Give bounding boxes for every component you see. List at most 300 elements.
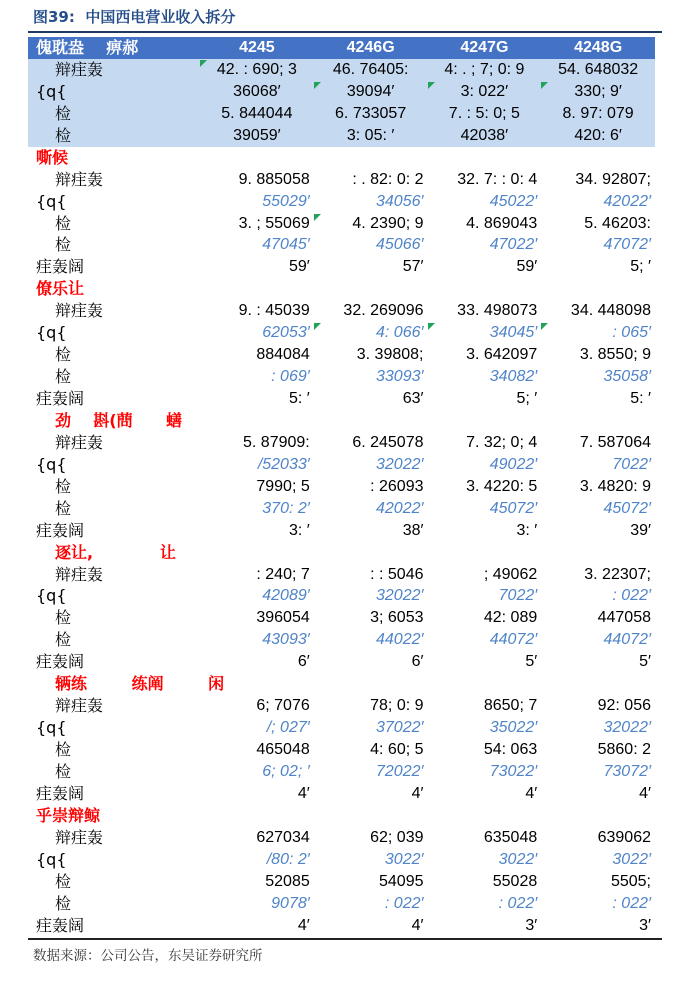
- value-cell: [200, 322, 314, 344]
- row-label: 检: [55, 740, 72, 759]
- row-label: 检: [55, 630, 72, 650]
- table-row: [28, 739, 655, 761]
- value-cell: [541, 695, 655, 717]
- row-label: 检: [55, 871, 72, 891]
- table-row: [28, 520, 655, 542]
- value-cell: [314, 761, 428, 783]
- cell-value: 7. : 5: 0; 5: [448, 104, 520, 122]
- value-cell: [428, 432, 542, 454]
- value-cell: [314, 651, 428, 673]
- table-row: [28, 366, 655, 388]
- table-row: [28, 81, 655, 103]
- value-cell: [314, 213, 428, 235]
- value-cell: [314, 432, 428, 454]
- cell-value: : 022′: [612, 894, 651, 912]
- triangle-marker-icon: [200, 60, 207, 67]
- row-label: 辩疰轰: [55, 169, 104, 189]
- value-cell: [428, 498, 542, 520]
- row-label: 检: [55, 608, 72, 628]
- value-cell: [428, 651, 542, 673]
- cell-value: 33. 498073: [457, 302, 538, 320]
- row-label: {q{: [36, 586, 67, 606]
- cell-value: 4′: [297, 916, 310, 934]
- triangle-marker-icon: [541, 82, 548, 89]
- value-cell: [541, 103, 655, 125]
- row-label: {q{: [36, 323, 67, 343]
- cell-value: 44022′: [376, 631, 424, 649]
- value-cell: [541, 783, 655, 805]
- table-header-row: [28, 37, 655, 59]
- value-cell: [428, 256, 542, 278]
- value-cell: [428, 607, 542, 629]
- triangle-marker-icon: [314, 214, 321, 221]
- value-cell: [541, 915, 655, 937]
- cell-value: 4. 2390; 9: [352, 214, 424, 232]
- cell-value: 635048: [483, 828, 538, 846]
- value-cell: [200, 81, 314, 103]
- value-cell: [541, 849, 655, 871]
- value-cell: [541, 300, 655, 322]
- table-row: [28, 498, 655, 520]
- value-cell: [200, 739, 314, 761]
- cell-value: 7022′: [612, 455, 651, 473]
- cell-value: /52033′: [257, 455, 310, 473]
- value-cell: [200, 585, 314, 607]
- cell-value: 3: 05: ′: [346, 126, 395, 144]
- value-cell: [200, 213, 314, 235]
- cell-value: 4′: [639, 784, 651, 802]
- row-label: 疰轰阔: [36, 389, 85, 408]
- triangle-marker-icon: [541, 323, 548, 330]
- value-cell: [428, 125, 542, 147]
- value-cell: [200, 629, 314, 651]
- row-label: 辩疰轰: [55, 59, 104, 79]
- value-cell: [428, 103, 542, 125]
- cell-value: 6; 7076: [256, 697, 310, 715]
- value-cell: [200, 344, 314, 366]
- cell-value: 34056′: [376, 192, 424, 210]
- cell-value: 45072′: [603, 499, 651, 517]
- value-cell: [428, 761, 542, 783]
- value-cell: [541, 476, 655, 498]
- value-cell: [200, 849, 314, 871]
- cell-value: 32022′: [603, 719, 651, 737]
- row-label: 检: [55, 498, 72, 518]
- value-cell: [314, 81, 428, 103]
- cell-value: 6′: [411, 653, 424, 671]
- value-cell: [200, 783, 314, 805]
- source-note: 数据来源：公司公告，东吴证券研究所: [33, 948, 263, 964]
- value-cell: [541, 827, 655, 849]
- cell-value: 39059′: [233, 126, 281, 144]
- cell-value: 330; 9′: [574, 82, 622, 100]
- cell-value: 5505;: [610, 872, 651, 890]
- value-cell: [200, 103, 314, 125]
- value-cell: [314, 191, 428, 213]
- section-header-row: [28, 542, 655, 564]
- cell-value: : 022′: [612, 587, 651, 605]
- cell-value: 9078′: [271, 894, 310, 912]
- cell-value: 42: 089: [483, 609, 538, 627]
- cell-value: 54095: [379, 872, 424, 890]
- cell-value: 4′: [411, 916, 424, 934]
- cell-value: 3. 8550; 9: [579, 346, 651, 364]
- cell-value: 5. 87909:: [243, 433, 310, 451]
- value-cell: [314, 322, 428, 344]
- value-cell: [200, 300, 314, 322]
- value-cell: [200, 893, 314, 915]
- cell-value: 59′: [516, 258, 538, 276]
- cell-value: 5: ′: [630, 390, 651, 407]
- cell-value: 5. 844044: [221, 104, 293, 122]
- table-row: [28, 388, 655, 410]
- cell-value: /; 027′: [266, 719, 310, 737]
- row-label: {q{: [36, 454, 67, 474]
- cell-value: 5′: [639, 653, 651, 671]
- row-label: 疰轰阔: [36, 520, 85, 540]
- table-row: [28, 607, 655, 629]
- value-cell: [541, 125, 655, 147]
- value-cell: [428, 213, 542, 235]
- value-cell: [428, 454, 542, 476]
- value-cell: [200, 256, 314, 278]
- value-cell: [314, 476, 428, 498]
- cell-value: 4: 066′: [376, 324, 424, 342]
- value-cell: [541, 366, 655, 388]
- value-cell: [314, 520, 428, 542]
- cell-value: 92: 056: [597, 697, 651, 715]
- cell-value: 73072′: [603, 762, 651, 780]
- row-label: 辩疰轰: [55, 301, 104, 321]
- cell-value: 54. 648032: [558, 60, 639, 78]
- cell-value: 7990; 5: [256, 477, 310, 495]
- value-cell: [541, 344, 655, 366]
- table-row: [28, 125, 655, 147]
- value-cell: [200, 871, 314, 893]
- cell-value: 3: ′: [288, 521, 310, 539]
- value-cell: [314, 585, 428, 607]
- cell-value: ; 49062: [483, 565, 538, 583]
- cell-value: 45022′: [489, 192, 538, 210]
- cell-value: 3022′: [384, 850, 424, 868]
- value-cell: [200, 498, 314, 520]
- year-header: 4246G: [346, 39, 395, 56]
- section-title: 嘶候: [36, 147, 69, 167]
- cell-value: 447058: [597, 609, 651, 627]
- table-row: [28, 432, 655, 454]
- table-row: [28, 169, 655, 191]
- cell-value: : . 82: 0: 2: [352, 170, 424, 188]
- table-bottom-rule: [28, 938, 662, 940]
- value-cell: [541, 498, 655, 520]
- cell-value: 45066′: [376, 236, 424, 254]
- value-cell: [200, 651, 314, 673]
- cell-value: 3. 39808;: [356, 346, 424, 364]
- table-row: [28, 300, 655, 322]
- cell-value: 33093′: [376, 368, 424, 386]
- table-row: [28, 476, 655, 498]
- cell-value: 37022′: [376, 719, 424, 737]
- cell-value: 47045′: [262, 236, 310, 254]
- value-cell: [314, 103, 428, 125]
- value-cell: [314, 344, 428, 366]
- cell-value: 44072′: [489, 631, 538, 649]
- row-label: 疰轰阔: [36, 652, 85, 672]
- table-row: [28, 454, 655, 476]
- value-cell: [314, 300, 428, 322]
- cell-value: 73022′: [489, 762, 538, 780]
- table-row: [28, 256, 655, 278]
- value-cell: [314, 59, 428, 81]
- table-row: [28, 629, 655, 651]
- cell-value: 4. 869043: [466, 214, 538, 232]
- cell-value: /80: 2′: [266, 850, 310, 868]
- row-label: 检: [55, 103, 72, 123]
- value-cell: [314, 256, 428, 278]
- value-cell: [541, 739, 655, 761]
- value-cell: [200, 454, 314, 476]
- cell-value: 6. 245078: [352, 433, 424, 451]
- cell-value: 35022′: [489, 719, 538, 737]
- value-cell: [314, 629, 428, 651]
- section-title: 乎崇辩鲸: [36, 805, 101, 825]
- value-cell: [314, 125, 428, 147]
- cell-value: 7. 32; 0; 4: [466, 433, 538, 451]
- cell-value: 6; 02; ′: [262, 762, 310, 780]
- table-row: [28, 213, 655, 235]
- cell-value: 4: 60; 5: [370, 741, 424, 758]
- cell-value: 3: ′: [516, 521, 538, 539]
- cell-value: 5; ′: [516, 390, 538, 407]
- table-row: [28, 827, 655, 849]
- cell-value: 4′: [411, 784, 424, 802]
- value-cell: [428, 739, 542, 761]
- value-cell: [428, 564, 542, 586]
- value-cell: [200, 59, 314, 81]
- row-label: 检: [55, 761, 72, 781]
- cell-value: 32022′: [376, 455, 424, 473]
- table-row: [28, 849, 655, 871]
- cell-value: 72022′: [376, 762, 424, 780]
- cell-value: 465048: [256, 741, 310, 758]
- value-cell: [428, 388, 542, 410]
- cell-value: 3: 022′: [460, 82, 509, 100]
- cell-value: 5860: 2: [597, 741, 651, 758]
- value-cell: [541, 629, 655, 651]
- cell-value: 45072′: [489, 499, 538, 517]
- value-cell: [428, 629, 542, 651]
- cell-value: 55029′: [262, 192, 310, 210]
- cell-value: 3′: [639, 916, 651, 934]
- section-title: 僚乐让: [36, 279, 85, 299]
- value-cell: [200, 761, 314, 783]
- value-cell: [541, 871, 655, 893]
- cell-value: 47022′: [489, 236, 538, 254]
- value-cell: [200, 476, 314, 498]
- row-label: 检: [55, 893, 72, 913]
- section-title: 劲 斟(蔄 蟮: [55, 410, 183, 430]
- section-title: 逐让, 让: [55, 542, 176, 562]
- cell-value: 44072′: [603, 631, 651, 649]
- cell-value: 46. 76405:: [332, 60, 409, 78]
- cell-value: 42022′: [376, 499, 424, 517]
- cell-value: 32022′: [376, 587, 424, 605]
- cell-value: : : 5046: [370, 565, 424, 583]
- cell-value: 54: 063: [483, 741, 538, 758]
- revenue-breakdown-table: [28, 37, 655, 936]
- table-row: [28, 871, 655, 893]
- value-cell: [428, 300, 542, 322]
- row-label: 辩疰轰: [55, 564, 104, 584]
- value-cell: [200, 388, 314, 410]
- value-cell: [428, 366, 542, 388]
- value-cell: [541, 564, 655, 586]
- cell-value: 884084: [256, 346, 310, 364]
- table-row: [28, 234, 655, 256]
- section-header-row: [28, 410, 655, 432]
- cell-value: 59′: [288, 258, 310, 276]
- value-cell: [541, 651, 655, 673]
- value-cell: [541, 388, 655, 410]
- cell-value: 7. 587064: [579, 433, 651, 451]
- table-row: [28, 191, 655, 213]
- header-label: 傀耽盎 痹郝: [36, 38, 139, 57]
- row-label: 检: [55, 235, 72, 255]
- value-cell: [428, 59, 542, 81]
- value-cell: [200, 366, 314, 388]
- table-row: [28, 103, 655, 125]
- value-cell: [428, 191, 542, 213]
- value-cell: [200, 432, 314, 454]
- cell-value: 3′: [525, 916, 538, 934]
- cell-value: 34082′: [489, 368, 538, 386]
- row-label: {q{: [36, 81, 67, 101]
- value-cell: [200, 607, 314, 629]
- table-row: [28, 893, 655, 915]
- value-cell: [314, 695, 428, 717]
- cell-value: 49022′: [489, 455, 538, 473]
- value-cell: [541, 213, 655, 235]
- value-cell: [314, 827, 428, 849]
- cell-value: : 26093: [370, 477, 424, 495]
- table-row: [28, 717, 655, 739]
- row-label: {q{: [36, 718, 67, 738]
- cell-value: 8650; 7: [483, 697, 538, 715]
- cell-value: 627034: [256, 828, 310, 846]
- value-cell: [541, 191, 655, 213]
- value-cell: [541, 234, 655, 256]
- cell-value: 3. ; 55069: [238, 214, 310, 232]
- value-cell: [541, 81, 655, 103]
- cell-value: 62; 039: [370, 828, 424, 846]
- cell-value: 3. 22307;: [584, 565, 651, 583]
- value-cell: [428, 520, 542, 542]
- row-label: 疰轰阔: [36, 783, 85, 803]
- cell-value: 3; 6053: [370, 609, 424, 627]
- value-cell: [200, 915, 314, 937]
- value-cell: [541, 322, 655, 344]
- value-cell: [200, 564, 314, 586]
- year-header: 4248G: [574, 39, 623, 56]
- cell-value: 34. 448098: [570, 302, 651, 320]
- cell-value: 9. : 45039: [238, 302, 310, 320]
- triangle-marker-icon: [314, 323, 321, 330]
- cell-value: : 022′: [498, 894, 538, 912]
- triangle-marker-icon: [428, 323, 435, 330]
- table-row: [28, 59, 655, 81]
- cell-value: 4′: [525, 784, 538, 802]
- value-cell: [541, 256, 655, 278]
- cell-value: 420: 6′: [574, 126, 622, 144]
- cell-value: 38′: [402, 521, 424, 539]
- value-cell: [200, 125, 314, 147]
- cell-value: 5: ′: [288, 390, 310, 407]
- cell-value: 78; 0: 9: [370, 697, 424, 715]
- table-row: [28, 344, 655, 366]
- value-cell: [541, 432, 655, 454]
- year-header: 4245: [239, 39, 275, 56]
- table-row: [28, 783, 655, 805]
- value-cell: [314, 169, 428, 191]
- value-cell: [314, 739, 428, 761]
- value-cell: [200, 695, 314, 717]
- value-cell: [428, 234, 542, 256]
- value-cell: [200, 827, 314, 849]
- value-cell: [314, 388, 428, 410]
- cell-value: 4′: [297, 784, 310, 802]
- value-cell: [428, 476, 542, 498]
- value-cell: [314, 915, 428, 937]
- value-cell: [314, 498, 428, 520]
- value-cell: [314, 849, 428, 871]
- table-row: [28, 761, 655, 783]
- cell-value: : 240; 7: [256, 565, 310, 583]
- value-cell: [314, 607, 428, 629]
- value-cell: [428, 849, 542, 871]
- value-cell: [428, 915, 542, 937]
- cell-value: 8. 97: 079: [562, 104, 634, 122]
- cell-value: 42022′: [603, 192, 651, 210]
- row-label: 疰轰阔: [36, 915, 85, 935]
- value-cell: [541, 893, 655, 915]
- cell-value: 6′: [297, 653, 310, 671]
- value-cell: [428, 169, 542, 191]
- cell-value: 3022′: [612, 850, 651, 868]
- table-row: [28, 322, 655, 344]
- cell-value: 6. 733057: [335, 104, 407, 122]
- value-cell: [200, 520, 314, 542]
- value-cell: [200, 234, 314, 256]
- cell-value: 32. 7: : 0: 4: [457, 170, 538, 188]
- cell-value: 42. : 690; 3: [216, 60, 297, 78]
- value-cell: [314, 564, 428, 586]
- value-cell: [314, 366, 428, 388]
- cell-value: 57′: [402, 258, 424, 276]
- value-cell: [428, 695, 542, 717]
- value-cell: [428, 717, 542, 739]
- cell-value: 63′: [402, 390, 424, 407]
- cell-value: 4: . ; 7; 0: 9: [444, 60, 525, 78]
- value-cell: [541, 169, 655, 191]
- cell-value: 370: 2′: [262, 499, 310, 517]
- value-cell: [541, 585, 655, 607]
- value-cell: [541, 607, 655, 629]
- value-cell: [541, 520, 655, 542]
- table-row: [28, 695, 655, 717]
- cell-value: 62053′: [262, 324, 310, 342]
- cell-value: 52085: [265, 872, 310, 890]
- cell-value: 34. 92807;: [575, 170, 651, 188]
